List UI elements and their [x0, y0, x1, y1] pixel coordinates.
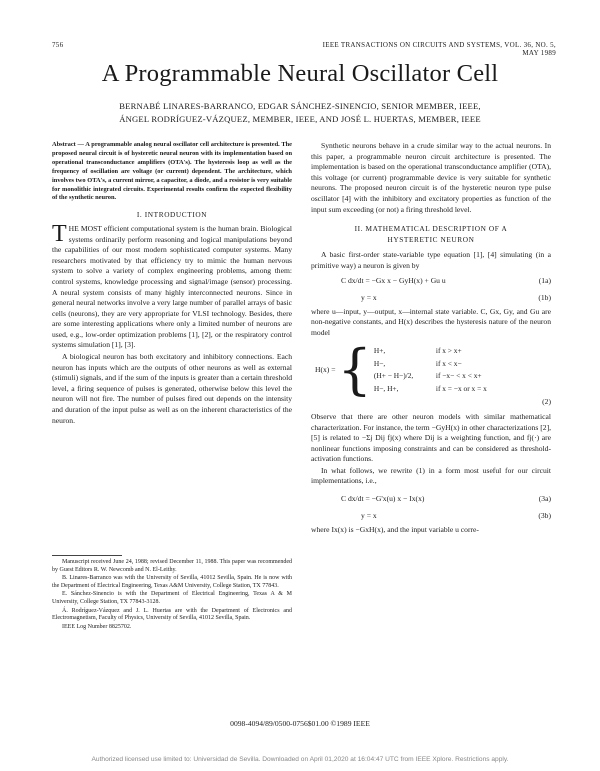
- paper-title: A Programmable Neural Oscillator Cell: [101, 60, 499, 87]
- case-condition: if x > x+: [435, 346, 462, 356]
- case-value: H−, H+,: [373, 383, 399, 393]
- section-2-paragraph-4: In what follows, we rewrite (1) in a form most useful for our circuit implementations, i.e.,: [311, 465, 551, 486]
- equation-3a: [311, 491, 551, 508]
- footnote-log-number: IEEE Log Number 8825702.: [62, 623, 132, 630]
- drop-cap: T: [52, 220, 67, 247]
- equation-3a-body: C dx/dt = −G'x(u) x − Ix(x): [341, 494, 425, 504]
- case-condition: if x = −x or x = x: [435, 383, 487, 393]
- right-column: [311, 141, 551, 537]
- case-value: H+,: [373, 346, 386, 356]
- section-heading-2-line-2: HYSTERETIC NEURON: [387, 234, 475, 244]
- equation-1a: [311, 273, 551, 290]
- section-heading-introduction: I. INTRODUCTION: [136, 210, 208, 220]
- page-number: 756: [52, 41, 64, 49]
- left-brace-icon: {: [337, 338, 372, 402]
- section-2-paragraph-5: where Ix(x) is −GxH(x), and the input variable u corre-: [311, 525, 479, 535]
- intro-paragraph-1: [52, 220, 292, 351]
- section-2-paragraph-1: A basic first-order state-variable type equation [1], [4] simulating (in a primitive way) a neuron is given by: [311, 250, 551, 270]
- equation-3b-body: y = x: [361, 511, 377, 521]
- footnote-author-1: B. Linares-Barranco was with the University of Sevilla, 41012 Sevilla, Spain. He is now with the Department of Electrical Engineering, Texas A&M University, College Station, TX 77843.: [52, 575, 292, 589]
- equation-1b-number: (1b): [538, 292, 551, 302]
- right-paragraph-1: Synthetic neurons behave in a crude similar way to the actual neurons. In this paper, a programmable neuron circuit architecture is presented. The implementation is based on the operational transconductance amplifier (OTA), this voltage (or current) programmable device is very suitable for synthetic neurons. The proposed neuron circuit is of the hysteretic neuron type pulse oscillator [4] with the inhibitory and excitatory properties as function of the input sum exceeding (or not) a firing threshold level.: [311, 141, 551, 214]
- equation-2-number: (2): [542, 397, 551, 407]
- license-notice: Authorized licensed use limited to: Universidad de Sevilla. Downloaded on April 01,2020 at 16:04:47 UTC from IEEE Xplore. Restrictions apply.: [91, 756, 509, 763]
- case-value: (H+ − H−)/2,: [373, 371, 414, 381]
- abstract: Abstract — A programmable analog neural oscillator cell architecture is presented. The proposed neural circuit is of hysteretic neural neuron with its implementation based on operational transconductance amplifiers (OTA's). The hysteresis loop as well as the frequency of oscillation are voltage (or current) dependent. The architecture, which involves two OTA's, a current mirror, a capacitor, a diode, and a resistor is very suitable for monolithic integrated circuits. Experimental results confirm the expected flexibility of the synthetic neuron.: [52, 141, 292, 202]
- equation-1b-body: y = x: [361, 292, 377, 302]
- case-condition: if x < x−: [435, 358, 462, 368]
- equation-3b-number: (3b): [538, 511, 551, 521]
- footnote-author-3-4: Á. Rodríguez-Vázquez and J. L. Huertas are with the Department of Electronics and Electromagnetism, Faculty of Physics, University of Sevilla, 41012 Sevilla, Spain.: [52, 607, 292, 622]
- journal-header: IEEE TRANSACTIONS ON CIRCUITS AND SYSTEMS, VOL. 36, NO. 5, MAY 1989: [322, 41, 556, 57]
- intro-paragraph-1-text: HE MOST efficient computational system is the human brain. Biological systems ordinarily perform reasoning and logical manipulations beyond the capabilities of our most modern sophisticated computer systems. Many researchers motivated by that efficiency try to mimic the human nervous system to solve a variety of complex engineering problems, among them: control systems, knowledge processing and signal/image (sensor) processing. A neural system consists of many highly interconnected neurons. Since in general neural networks involve a very large number of parallel arrays of basic cells (neurons), they are very appropriate for VLSI technology. Besides, there are some interesting applications where only a limited number of neurons are used, e.g., low-order optimization problems [1], [2], or the respiratory control systems simulation [1], [3].: [52, 223, 292, 350]
- case-condition: if −x− < x < x+: [435, 371, 482, 381]
- left-column: [52, 141, 292, 427]
- footnotes: [52, 559, 292, 632]
- authors-line-1: BERNABÉ LINARES-BARRANCO, EDGAR SÁNCHEZ-SINENCIO, SENIOR MEMBER, IEEE,: [119, 101, 481, 111]
- equation-1b: [311, 290, 551, 307]
- equation-2-label: H(x) =: [315, 365, 336, 375]
- copyright-footer: 0098-4094/89/0500-0756$01.00 ©1989 IEEE: [230, 719, 370, 728]
- case-value: H−,: [373, 358, 386, 368]
- equation-2-cases: [374, 346, 526, 394]
- footnote-rule: [52, 555, 122, 556]
- footnote-received: Manuscript received June 24, 1988; revised December 11, 1988. This paper was recommended by Guest Editors R. W. Newcomb and N. El-Leithy.: [52, 559, 292, 573]
- section-heading-2-line-1: II. MATHEMATICAL DESCRIPTION OF A: [354, 224, 508, 234]
- equation-1a-number: (1a): [538, 275, 551, 285]
- authors-line-2: ÁNGEL RODRÍGUEZ-VÁZQUEZ, MEMBER, IEEE, AND JOSÉ L. HUERTAS, MEMBER, IEEE: [119, 114, 481, 124]
- equation-1a-body: C dx/dt = −Gx x − GyH(x) + Gu u: [341, 275, 446, 285]
- section-2-paragraph-3: Observe that there are other neuron models with similar mathematical characterization. For instance, the term −GyH(x) in other characterizations [2], [5] is related to −Σj Dij fj(x) where Dij is a weighting function, and fj(·) are nonlinear functions imposing constraints and can be considered as threshold-activation functions.: [311, 411, 551, 464]
- equation-3a-number: (3a): [538, 494, 551, 504]
- footnote-author-2: E. Sánchez-Sinencio is with the Department of Electrical Engineering, Texas A & M University, College Station, TX 77843-3128.: [52, 591, 292, 605]
- section-2-paragraph-2: where u—input, y—output, x—internal state variable. C, Gx, Gy, and Gu are non-negative constants, and H(x) describes the hysteresis nature of the neuron model: [311, 306, 551, 337]
- intro-paragraph-2: A biological neuron has both excitatory and inhibitory connections. Each neuron has inputs which are the outputs of other neurons as well as external (stimuli) signals, and if the sum of the inputs is greater than a certain threshold level, a firing sequence of pulses is generated, otherwise below this level the neuron will not fire. The number of pulses fired out depends on the intensity and duration of the input pulse as well as on the inherent characteristics of the neuron.: [52, 352, 292, 425]
- equation-3b: [311, 508, 551, 525]
- equation-2: [311, 339, 551, 401]
